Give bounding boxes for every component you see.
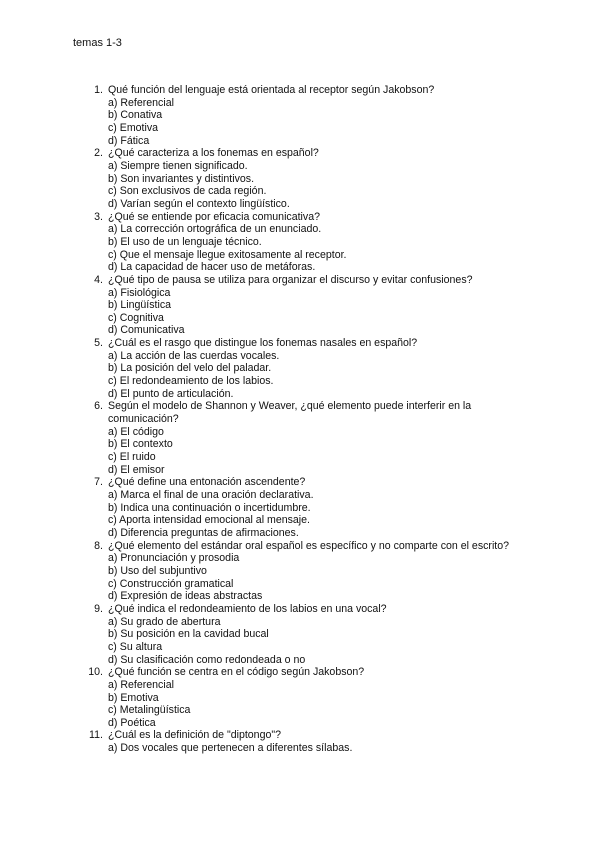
answer-option: c) Aporta intensidad emocional al mensaje. bbox=[108, 514, 310, 527]
answer-option: c) Que el mensaje llegue exitosamente al receptor. bbox=[108, 248, 347, 261]
question-number: 11. bbox=[89, 729, 103, 742]
answer-option: a) Referencial bbox=[108, 96, 174, 109]
question-number: 7. bbox=[94, 476, 103, 489]
answer-option: c) Su altura bbox=[108, 640, 163, 653]
answer-option: c) El redondeamiento de los labios. bbox=[108, 375, 274, 388]
answer-option: b) El uso de un lenguaje técnico. bbox=[108, 235, 262, 248]
question-text: ¿Qué tipo de pausa se utiliza para organizar el discurso y evitar confusiones? bbox=[108, 273, 473, 286]
answer-options bbox=[108, 350, 515, 401]
answer-options bbox=[108, 97, 515, 148]
question-text: ¿Qué función se centra en el código según Jakobson? bbox=[108, 666, 365, 679]
answer-option: c) Construcción gramatical bbox=[108, 577, 234, 590]
answer-options bbox=[108, 679, 515, 730]
question-item bbox=[85, 603, 515, 666]
answer-option: d) Fática bbox=[108, 134, 150, 147]
answer-options bbox=[108, 489, 515, 540]
answer-options bbox=[108, 287, 515, 338]
answer-option: a) Fisiológica bbox=[108, 286, 171, 299]
question-number: 2. bbox=[94, 147, 103, 160]
answer-options bbox=[108, 742, 515, 755]
answer-option: d) El punto de articulación. bbox=[108, 387, 234, 400]
question-text: ¿Cuál es la definición de "diptongo"? bbox=[108, 729, 282, 742]
question-item bbox=[85, 476, 515, 539]
answer-option: a) Siempre tienen significado. bbox=[108, 159, 248, 172]
question-item bbox=[85, 84, 515, 147]
answer-option: c) El ruido bbox=[108, 451, 156, 464]
question-number: 5. bbox=[94, 337, 103, 350]
answer-option: a) La corrección ortográfica de un enunciado. bbox=[108, 223, 322, 236]
answer-option: c) Emotiva bbox=[108, 121, 159, 134]
answer-option: d) Su clasificación como redondeada o no bbox=[108, 653, 306, 666]
question-text: ¿Qué indica el redondeamiento de los labios en una vocal? bbox=[108, 602, 387, 615]
answer-option: c) Cognitiva bbox=[108, 311, 164, 324]
question-item bbox=[85, 666, 515, 729]
answer-options bbox=[108, 552, 515, 603]
answer-option: d) Comunicativa bbox=[108, 324, 185, 337]
answer-option: c) Metalingüística bbox=[108, 704, 191, 717]
answer-option: a) Marca el final de una oración declarativa. bbox=[108, 489, 314, 501]
question-number: 10. bbox=[88, 666, 103, 679]
question-item bbox=[85, 147, 515, 210]
answer-option: b) Su posición en la cavidad bucal bbox=[108, 628, 269, 641]
answer-option: b) El contexto bbox=[108, 438, 173, 451]
answer-option: b) Emotiva bbox=[108, 691, 159, 704]
answer-option: a) Pronunciación y prosodia bbox=[108, 552, 240, 565]
question-number: 3. bbox=[94, 210, 103, 223]
answer-option: c) Son exclusivos de cada región. bbox=[108, 185, 267, 198]
answer-option: b) Son invariantes y distintivos. bbox=[108, 172, 255, 185]
question-list bbox=[85, 84, 515, 755]
question-text: Según el modelo de Shannon y Weaver, ¿qué elemento puede interferir en la comunicación? bbox=[108, 400, 472, 426]
question-item bbox=[85, 729, 515, 754]
answer-option: d) Expresión de ideas abstractas bbox=[108, 590, 263, 603]
answer-option: d) El emisor bbox=[108, 463, 165, 476]
answer-option: a) Su grado de abertura bbox=[108, 615, 221, 628]
answer-option: b) Uso del subjuntivo bbox=[108, 564, 207, 577]
question-item bbox=[85, 337, 515, 400]
question-text: ¿Qué define una entonación ascendente? bbox=[108, 476, 306, 489]
question-text: ¿Qué se entiende por eficacia comunicativa? bbox=[108, 210, 320, 223]
answer-option: b) Indica una continuación o incertidumbre. bbox=[108, 501, 311, 514]
question-text: ¿Qué caracteriza a los fonemas en español? bbox=[108, 147, 319, 160]
answer-option: b) La posición del velo del paladar. bbox=[108, 362, 272, 375]
question-item bbox=[85, 211, 515, 274]
answer-options bbox=[108, 223, 515, 274]
answer-option: d) La capacidad de hacer uso de metáforas. bbox=[108, 261, 316, 274]
question-number: 4. bbox=[94, 273, 103, 286]
answer-options bbox=[108, 160, 515, 211]
answer-option: d) Varían según el contexto lingüístico. bbox=[108, 197, 290, 210]
question-text: ¿Qué elemento del estándar oral español es específico y no comparte con el escrito? bbox=[108, 539, 510, 552]
answer-option: a) Dos vocales que pertenecen a diferentes sílabas. bbox=[108, 742, 353, 755]
question-number: 6. bbox=[94, 400, 103, 413]
answer-option: a) El código bbox=[108, 425, 164, 438]
question-text: ¿Cuál es el rasgo que distingue los fonemas nasales en español? bbox=[108, 337, 418, 350]
answer-options bbox=[108, 616, 515, 667]
answer-option: a) La acción de las cuerdas vocales. bbox=[108, 349, 280, 362]
question-number: 8. bbox=[94, 539, 103, 552]
document-title: temas 1-3 bbox=[73, 37, 122, 49]
question-number: 9. bbox=[94, 602, 103, 615]
answer-option: a) Referencial bbox=[108, 678, 174, 691]
question-item bbox=[85, 274, 515, 337]
answer-options bbox=[108, 426, 515, 477]
answer-option: b) Conativa bbox=[108, 109, 163, 122]
question-number: 1. bbox=[94, 84, 103, 96]
question-text: Qué función del lenguaje está orientada al receptor según Jakobson? bbox=[108, 84, 435, 96]
question-item bbox=[85, 540, 515, 603]
question-item bbox=[85, 400, 515, 476]
answer-option: b) Lingüística bbox=[108, 299, 172, 312]
answer-option: d) Diferencia preguntas de afirmaciones. bbox=[108, 526, 299, 539]
answer-option: d) Poética bbox=[108, 716, 156, 729]
